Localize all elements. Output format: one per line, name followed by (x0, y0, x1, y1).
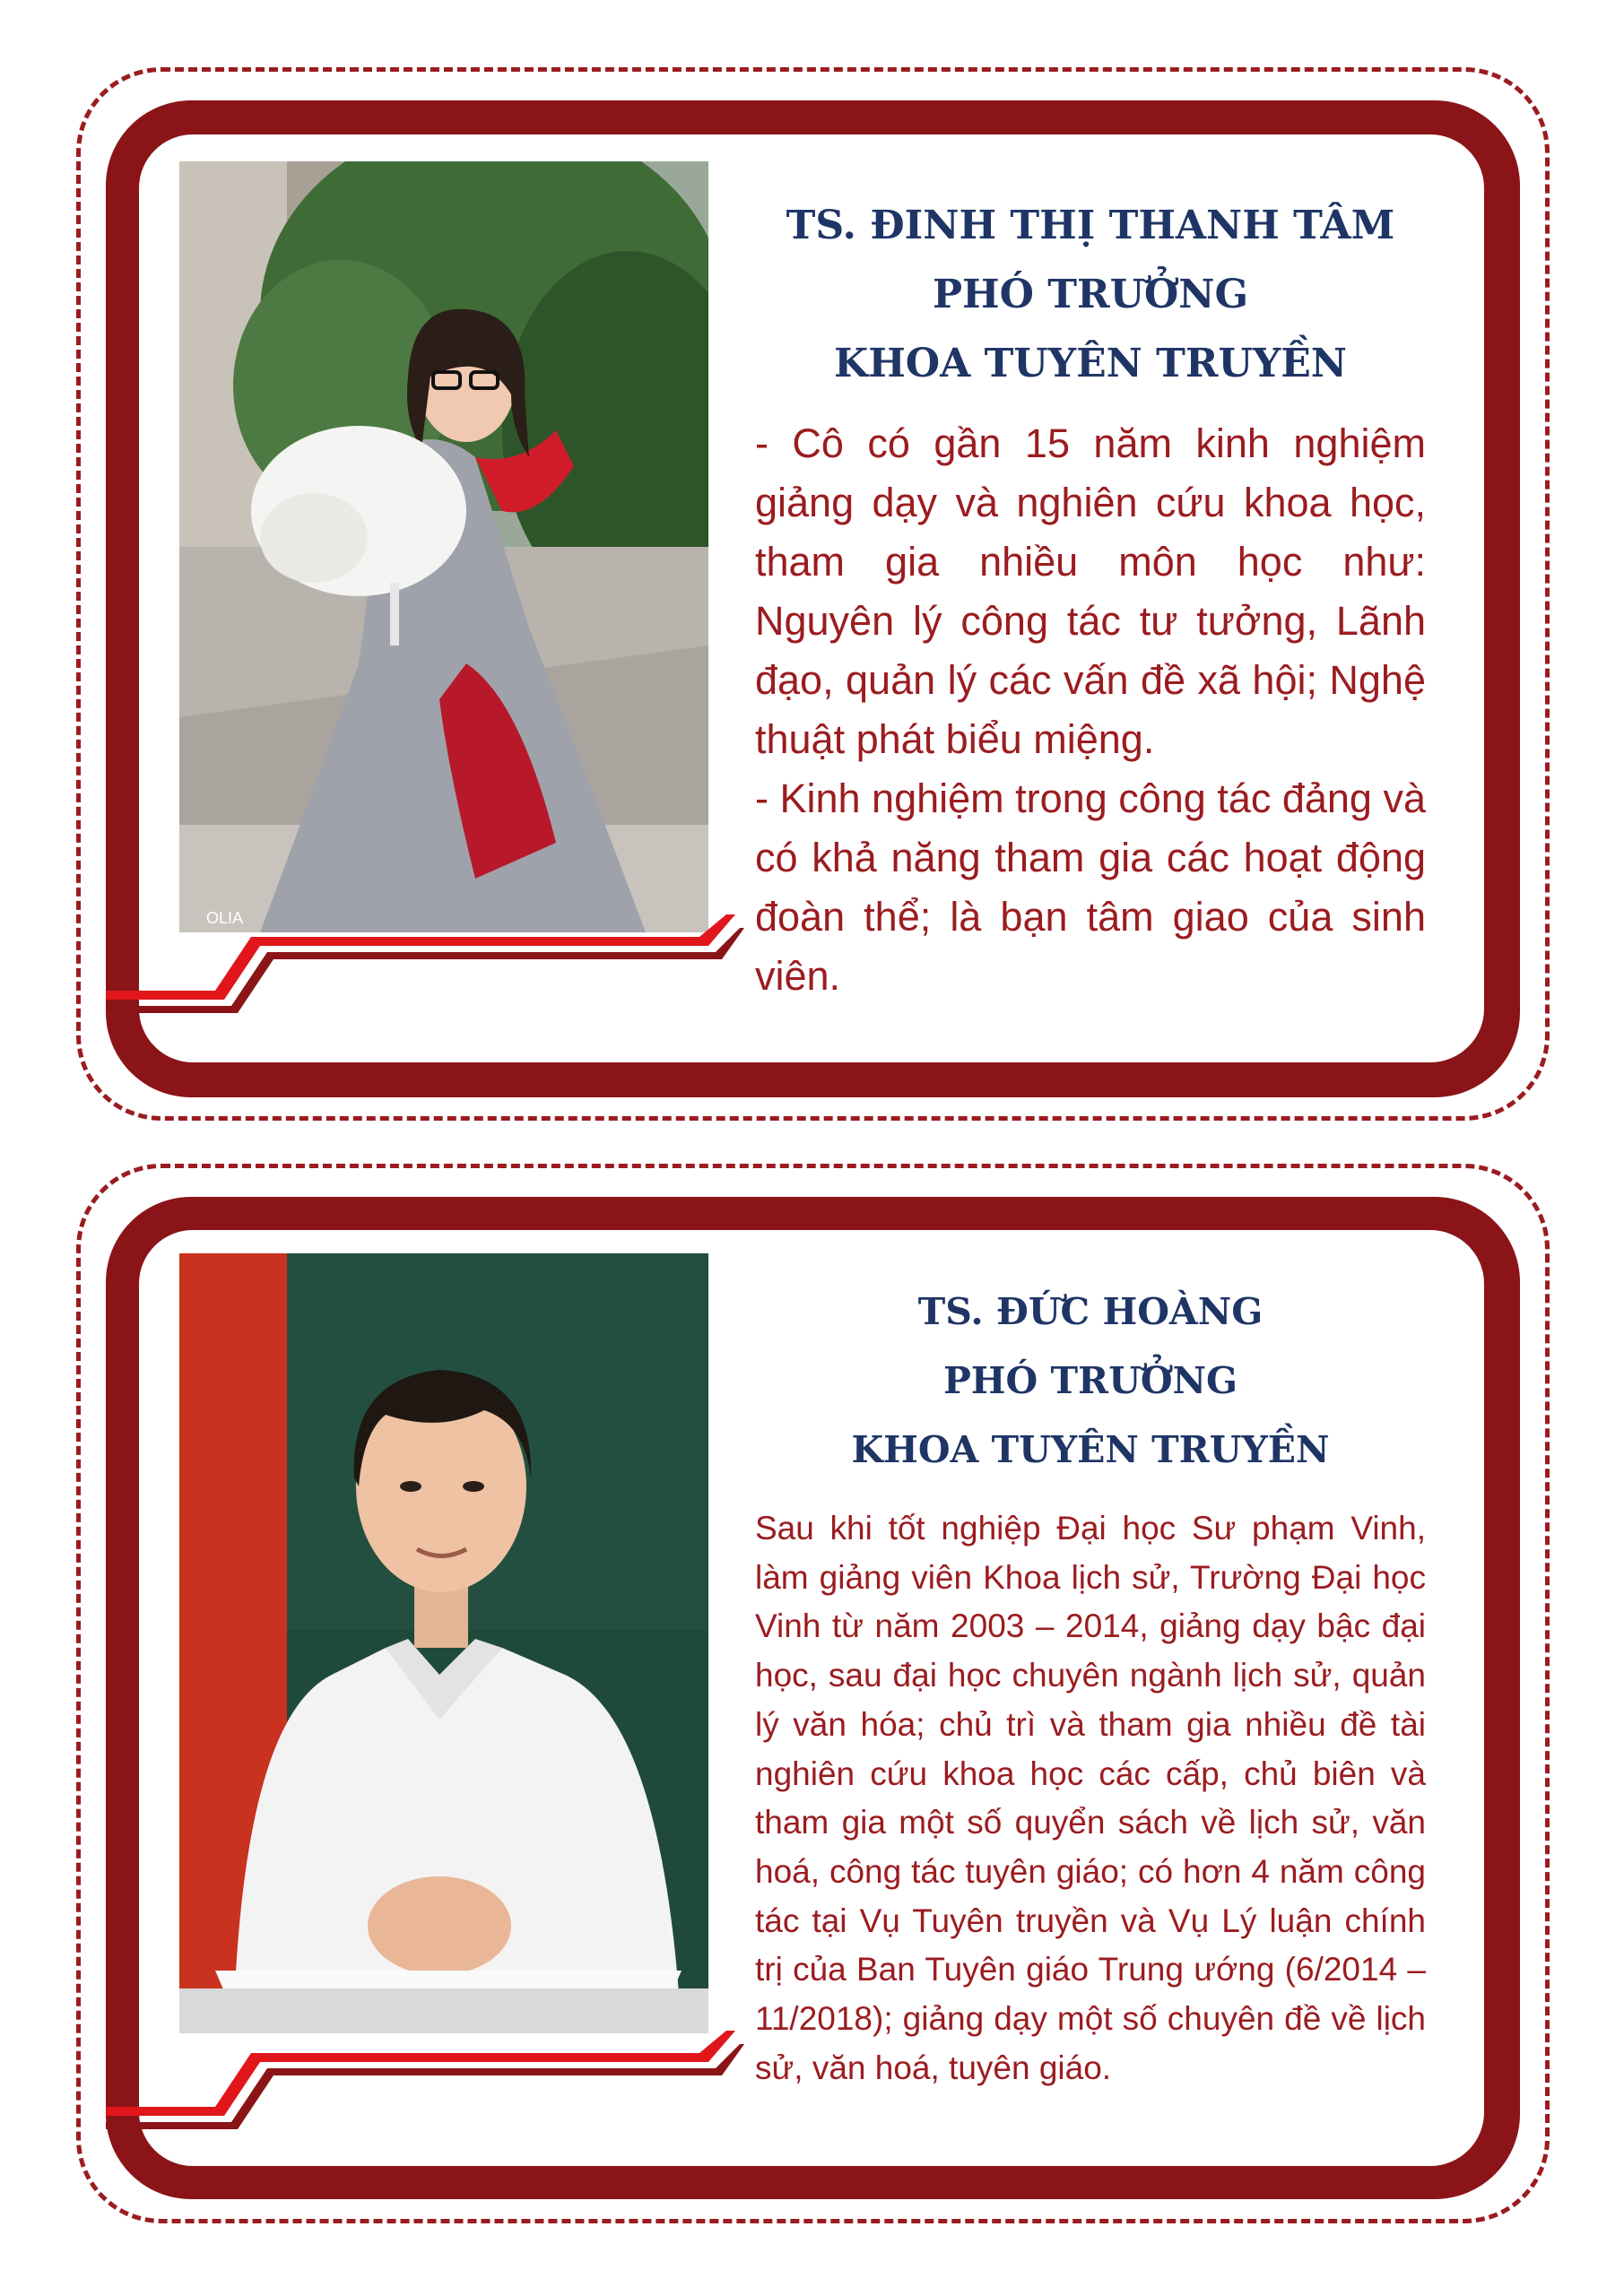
profile-heading (755, 1278, 1426, 1485)
profile-bio (755, 414, 1426, 1006)
profile-text (755, 191, 1426, 1006)
profile-bio (755, 1504, 1426, 2092)
bio-paragraph: - Cô có gần 15 năm kinh nghiệm giảng dạy và nghiên cứu khoa học, tham gia nhiều môn học như: Nguyên lý công tác tư tưởng, Lãnh đạo, quản lý các vấn đề xã hội; Nghệ thuật phát biểu miệng. (755, 420, 1426, 762)
profile-name: TS. ĐINH THỊ THANH TÂM (786, 203, 1395, 248)
profile-name: TS. ĐỨC HOÀNG (917, 1290, 1264, 1333)
profile-card-2 (0, 1148, 1624, 2296)
profile-text (755, 1278, 1426, 2092)
profile-department: KHOA TUYÊN TRUYỀN (851, 1428, 1330, 1471)
bio-paragraph: - Kinh nghiệm trong công tác đảng và có khả năng tham gia các hoạt động đoàn thể; là bạn tâm giao của sinh viên. (755, 775, 1426, 999)
profile-position: PHÓ TRƯỞNG (942, 1359, 1238, 1402)
profile-department: KHOA TUYÊN TRUYỀN (833, 341, 1348, 386)
photo-watermark: OLIA (206, 909, 244, 927)
portrait-photo (179, 1253, 708, 2033)
profile-heading (755, 191, 1426, 398)
bio-paragraph: Sau khi tốt nghiệp Đại học Sư phạm Vinh, làm giảng viên Khoa lịch sử, Trường Đại học Vinh từ năm 2003 – 2014, giảng dạy bậc đại học, sau đại học chuyên ngành lịch sử, quản lý văn hóa; chủ trì và tham gia nhiều đề tài nghiên cứu khoa học các cấp, chủ biên và tham gia một số quyển sách về lịch sử, văn hoá, công tác tuyên giáo; có hơn 4 năm công tác tại Vụ Tuyên truyền và Vụ Lý luận chính trị của Ban Tuyên giáo Trung ướng (6/2014 – 11/2018); giảng dạy một số chuyên đề về lịch sử, văn hoá, tuyên giáo. (755, 1510, 1426, 2086)
portrait-photo (179, 161, 708, 932)
profile-position: PHÓ TRƯỞNG (932, 272, 1249, 317)
